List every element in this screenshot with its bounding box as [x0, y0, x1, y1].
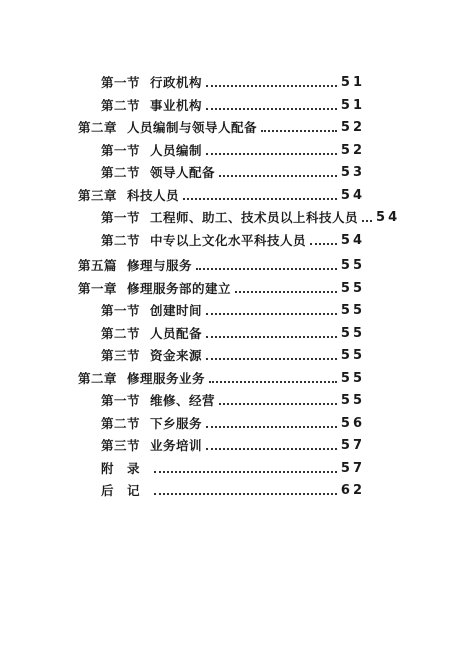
- dot-leader: [206, 85, 337, 87]
- toc-entry: [101, 205, 401, 225]
- toc-entry-head: 第二节: [101, 415, 141, 431]
- dot-leader: [209, 381, 337, 383]
- toc-entry-label: [101, 349, 202, 363]
- toc-entry-label: [101, 462, 150, 476]
- toc-entry: [101, 298, 365, 318]
- toc-entry: [101, 228, 365, 248]
- toc-entry-head: 第二节: [101, 325, 141, 341]
- toc-entry-label: [78, 372, 205, 386]
- toc-entry-title: 行政机构: [150, 75, 203, 90]
- toc-entry-head: 第三章: [78, 187, 118, 203]
- toc-entry: [101, 160, 365, 180]
- toc-entry-title: 资金来源: [150, 348, 203, 363]
- toc-entry-head: 第一节: [101, 393, 141, 408]
- dot-leader: [219, 403, 337, 405]
- dot-leader: [310, 243, 337, 245]
- dot-leader: [206, 108, 337, 110]
- dot-leader: [206, 313, 337, 315]
- toc-entry: [78, 366, 365, 386]
- toc-entry: [78, 183, 365, 203]
- toc-entry-head: 第三节: [101, 348, 141, 363]
- toc-entry-head: 第二节: [101, 232, 141, 248]
- toc-entry-label: [101, 166, 215, 180]
- toc-entry-page: 51: [340, 75, 365, 90]
- toc-entry-page: 57: [340, 438, 365, 453]
- toc-entry-title: 修理服务业务: [127, 370, 206, 386]
- toc-entry-title: 人员编制与领导人配备: [127, 120, 258, 135]
- toc-entry-page: 55: [340, 303, 365, 318]
- dot-leader: [154, 493, 337, 495]
- dot-leader: [206, 426, 337, 428]
- dot-leader: [154, 471, 337, 473]
- dot-leader: [206, 153, 337, 155]
- toc-entry-title: 科技人员: [127, 187, 180, 203]
- toc-entry-head: 后 记: [101, 483, 141, 498]
- toc-entry-label: [101, 394, 215, 408]
- toc-entry: [101, 138, 365, 158]
- dot-leader: [219, 175, 337, 177]
- dot-leader: [206, 448, 337, 450]
- toc-entry-head: 第二节: [101, 97, 141, 113]
- toc-entry-page: 54: [376, 210, 401, 225]
- dot-leader: [206, 336, 337, 338]
- toc-entry-head: 第一节: [101, 303, 141, 318]
- toc-entry-title: 中专以上文化水平科技人员: [150, 232, 307, 248]
- toc-entry-page: 55: [340, 393, 365, 408]
- toc-entry-page: 52: [340, 142, 365, 158]
- toc-entry-label: [101, 327, 202, 341]
- toc-entry: [101, 321, 365, 341]
- toc-entry-title: 下乡服务: [150, 415, 203, 431]
- toc-entry-label: [101, 144, 202, 158]
- toc-entry-page: 55: [340, 325, 365, 341]
- toc-entry: [101, 93, 365, 113]
- toc-entry-label: [101, 417, 202, 431]
- toc-entry: [101, 478, 365, 498]
- toc-entry-page: 55: [340, 370, 365, 386]
- toc-entry-label: [78, 259, 192, 273]
- toc-entry-page: 53: [340, 165, 365, 180]
- toc-entry-title: 工程师、助工、技术员以上科技人员: [150, 210, 359, 225]
- toc-entry-page: 55: [340, 258, 365, 273]
- toc-entry-head: 第五篇: [78, 258, 118, 273]
- dot-leader: [235, 291, 337, 293]
- toc-entry-label: [78, 189, 179, 203]
- toc-entry-label: [101, 304, 202, 318]
- dot-leader: [261, 130, 337, 132]
- toc-entry-title: 修理与服务: [127, 258, 193, 273]
- toc-entry-title: 维修、经营: [150, 393, 216, 408]
- toc-entry-label: [101, 439, 202, 453]
- toc-entry-label: [101, 76, 202, 90]
- toc-entry-label: [101, 99, 202, 113]
- toc-entry-page: 55: [340, 280, 365, 296]
- toc-entry-page: 54: [340, 232, 365, 248]
- toc-entry-head: 第一节: [101, 142, 141, 158]
- toc-entry-page: 62: [340, 483, 365, 498]
- toc-entry-page: 52: [340, 120, 365, 135]
- toc-entry: [101, 433, 365, 453]
- toc-entry-title: 领导人配备: [150, 165, 216, 180]
- dot-leader: [362, 220, 372, 222]
- toc-entry-label: [101, 234, 306, 248]
- toc-entry: [101, 343, 365, 363]
- toc-entry-page: 56: [340, 415, 365, 431]
- toc-entry-head: 附 录: [101, 460, 141, 476]
- toc-entry-head: 第一节: [101, 210, 141, 225]
- toc-entry-head: 第一节: [101, 75, 141, 90]
- toc-entry-head: 第二章: [78, 120, 118, 135]
- toc-entry-title: 修理服务部的建立: [127, 280, 232, 296]
- toc-entry-head: 第二节: [101, 165, 141, 180]
- dot-leader: [206, 358, 337, 360]
- toc-entry-head: 第三节: [101, 438, 141, 453]
- toc-entry-title: 人员配备: [150, 325, 203, 341]
- toc-entry-label: [78, 121, 257, 135]
- toc-entry: [101, 70, 365, 90]
- toc-entry-title: 创建时间: [150, 303, 203, 318]
- toc-entry-title: 事业机构: [150, 97, 203, 113]
- toc-entry: [78, 276, 365, 296]
- toc-entry-label: [78, 282, 231, 296]
- toc-entry: [101, 411, 365, 431]
- toc-entry-page: 54: [340, 187, 365, 203]
- toc-entry-page: 51: [340, 97, 365, 113]
- toc-entry-label: [101, 211, 358, 225]
- toc-entry-title: 业务培训: [150, 438, 203, 453]
- toc-entry-head: 第二章: [78, 370, 118, 386]
- toc-entry-title: 人员编制: [150, 142, 203, 158]
- toc-entry-head: 第一章: [78, 280, 118, 296]
- dot-leader: [196, 268, 337, 270]
- toc-entry-page: 55: [340, 348, 365, 363]
- dot-leader: [183, 198, 337, 200]
- toc-entry-page: 57: [340, 460, 365, 476]
- toc-entry: [101, 388, 365, 408]
- toc-entry-label: [101, 484, 150, 498]
- toc-entry: [101, 456, 365, 476]
- toc-entry: [78, 253, 365, 273]
- toc-entry: [78, 115, 365, 135]
